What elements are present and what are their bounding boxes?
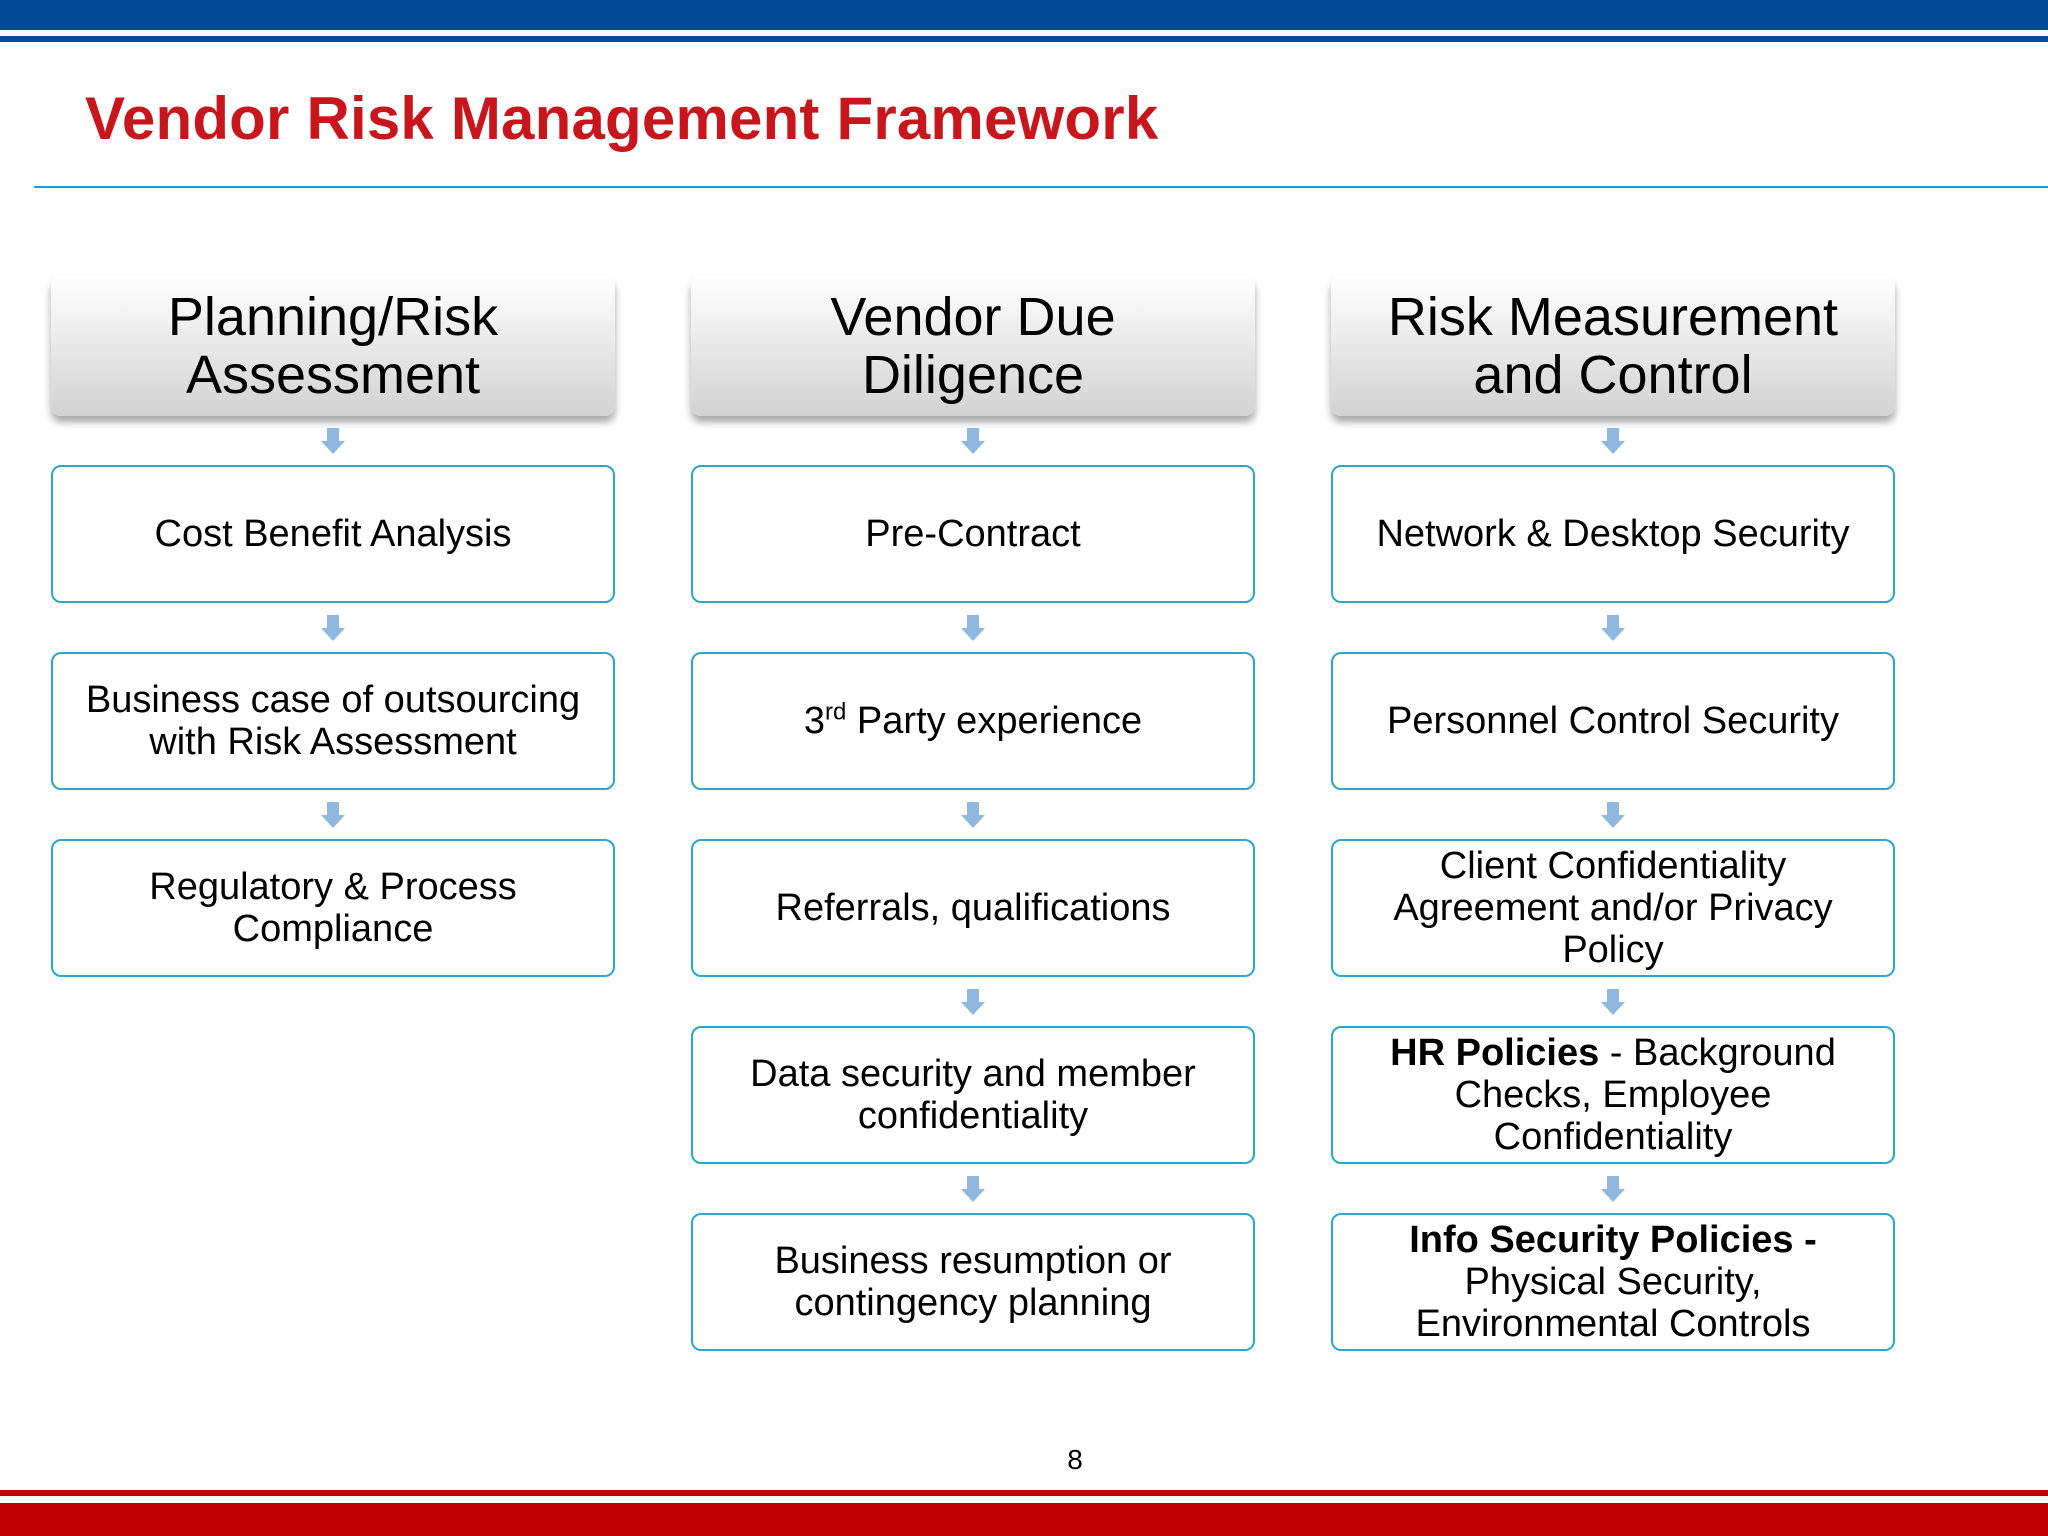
flow-step-box [1331, 1213, 1895, 1351]
flow-step-text: Referrals, qualifications [775, 887, 1171, 929]
down-arrow-icon [961, 989, 985, 1015]
flow-step-box [51, 839, 615, 977]
flow-step-text: Pre-Contract [865, 513, 1081, 555]
down-arrow-icon [1601, 802, 1625, 828]
down-arrow-icon [321, 802, 345, 828]
flow-step-bold-lead: Info Security Policies - [1409, 1219, 1817, 1261]
header-line-1: Risk Measurement [1387, 287, 1839, 347]
flow-step-text: Cost Benefit Analysis [154, 513, 512, 555]
flow-step-box [1331, 652, 1895, 790]
flow-step-box [691, 1026, 1255, 1164]
down-arrow-icon [961, 615, 985, 641]
page-number: 8 [1067, 1444, 1083, 1475]
flow-step-text: Network & Desktop Security [1376, 513, 1850, 555]
column-header [691, 276, 1255, 416]
flow-step-text: Personnel Control Security [1387, 700, 1839, 742]
column-header [51, 276, 615, 416]
flow-step-box [1331, 839, 1895, 977]
top-blue-band [0, 0, 2048, 30]
column-risk-measurement-and-control [1331, 276, 1895, 1351]
flow-step-box [691, 1213, 1255, 1351]
title-divider [34, 186, 2048, 188]
flow-step-text-rest: - Background Checks, Employee Confidentiality [1454, 1032, 1836, 1158]
top-blue-stripe [0, 36, 2048, 42]
down-arrow-icon [1601, 1176, 1625, 1202]
down-arrow-icon [321, 428, 345, 454]
down-arrow-icon [961, 1176, 985, 1202]
column-vendor-due-diligence [691, 276, 1255, 1351]
flow-step-text: Business case of outsourcing with Risk Assessment [85, 679, 581, 763]
header-line-1: Planning/Risk [167, 287, 499, 347]
flow-step-box [1331, 1026, 1895, 1164]
header-line-2: Diligence [861, 345, 1085, 405]
flow-step-text [1347, 1219, 1879, 1345]
flow-step-text: Client Confidentiality Agreement and/or Privacy Policy [1393, 845, 1833, 971]
flow-step-bold-lead: HR Policies [1390, 1032, 1600, 1074]
flow-step-box [691, 465, 1255, 603]
ordinal-number: 3 [803, 700, 826, 742]
down-arrow-icon [321, 615, 345, 641]
down-arrow-icon [961, 802, 985, 828]
column-planning-risk-assessment [51, 276, 615, 977]
bottom-red-stripe [0, 1490, 2048, 1496]
flow-step-text: Business resumption or contingency planning [774, 1240, 1172, 1324]
flow-step-text [1347, 1032, 1879, 1158]
flow-step-box [691, 652, 1255, 790]
flow-step-text [804, 700, 1142, 742]
flow-step-text-rest: Physical Security, Environmental Controls [1415, 1261, 1811, 1345]
header-line-2: and Control [1473, 345, 1753, 405]
slide-title: Vendor Risk Management Framework [85, 85, 1159, 152]
bottom-red-band [0, 1503, 2048, 1536]
flow-step-box [51, 465, 615, 603]
column-header [1331, 276, 1895, 416]
down-arrow-icon [961, 428, 985, 454]
header-line-1: Vendor Due [830, 287, 1116, 347]
flow-step-text: Regulatory & Process Compliance [149, 866, 517, 950]
down-arrow-icon [1601, 428, 1625, 454]
flow-step-text: Data security and member confidentiality [750, 1053, 1196, 1137]
down-arrow-icon [1601, 615, 1625, 641]
flow-step-box [691, 839, 1255, 977]
flow-step-text-rest: Party experience [846, 700, 1143, 742]
ordinal-suffix: rd [825, 698, 847, 726]
down-arrow-icon [1601, 989, 1625, 1015]
flow-step-box [51, 652, 615, 790]
header-line-2: Assessment [185, 345, 481, 405]
flow-step-box [1331, 465, 1895, 603]
